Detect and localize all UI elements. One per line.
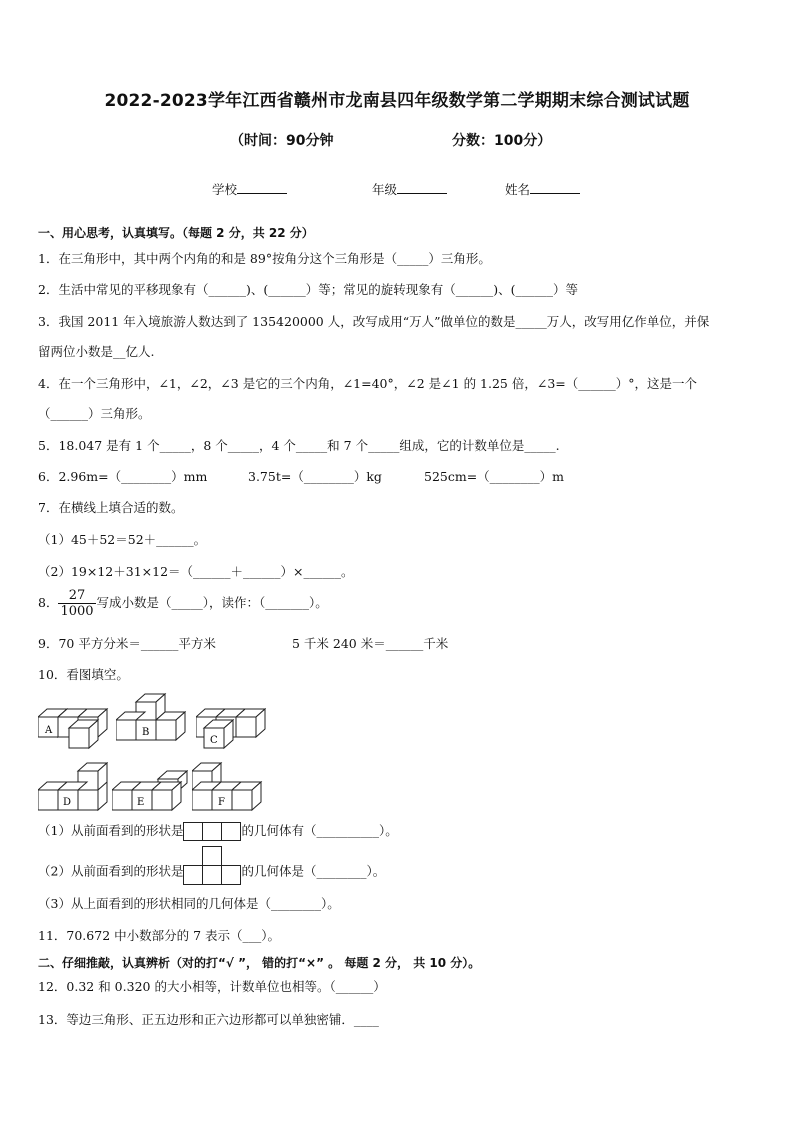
name-blank[interactable] [530,181,580,194]
question-3-line-2: 留两位小数是__亿人. [38,344,155,359]
question-9b: 5 千米 240 米＝______千米 [292,636,449,651]
question-5: 5．18.047 是有 1 个_____，8 个_____，4 个_____和 7 个_____组成，它的计数单位是_____. [38,438,560,453]
figure-label-c: C [210,735,218,746]
fraction-27-1000 [58,588,95,619]
question-10-2-text-b: 的几何体是（________）。 [241,863,386,879]
question-6b: 3.75t=（________）kg [248,469,382,484]
question-1: 1．在三角形中，其中两个内角的和是 89°按角分这个三角形是（_____）三角形。 [38,251,491,266]
question-10-1-text-b: 的几何体有（__________）。 [241,823,398,838]
figure-label-d: D [63,797,72,808]
question-7: 7．在横线上填合适的数。 [38,500,184,515]
figure-f-cubes [192,762,264,812]
school-field [212,180,287,198]
figure-c-cubes [196,708,266,750]
figure-b-cubes [116,692,186,742]
section-2-title: 二、仔细推敲，认真辨析（对的打“√ ”， 错的打“×” 。 每题 2 分， 共 10 分）。 [38,956,481,970]
question-9a: 9．70 平方分米＝______平方米 [38,636,216,651]
school-label: 学校 [212,182,238,197]
figure-label-e: E [137,797,145,808]
three-squares-row-icon [183,822,241,841]
grade-label: 年级 [372,182,398,197]
question-8 [38,588,328,619]
question-10-2-text-a: （2）从前面看到的形状是 [38,863,184,879]
question-10: 10．看图填空。 [38,667,129,682]
question-11: 11．70.672 中小数部分的 7 表示（___）。 [38,928,281,943]
question-3-line-1: 3．我国 2011 年入境旅游人数达到了 135420000 人，改写成用“万人”做单位的数是_____万人，改写用亿作单位，并保 [38,314,710,329]
exam-time: （时间：90分钟 [230,133,334,149]
question-8-prefix: 8． [38,595,59,610]
figure-d-cubes [38,762,108,812]
school-blank[interactable] [237,181,287,194]
question-7-1: （1）45＋52＝52＋______。 [38,532,207,547]
question-13: 13．等边三角形、正五边形和正六边形都可以单独密铺．____ [38,1012,379,1027]
question-10-3: （3）从上面看到的形状相同的几何体是（________）。 [38,896,340,911]
grade-field [372,180,447,198]
question-4-line-2: （______）三角形。 [38,406,151,421]
exam-title: 2022-2023学年江西省赣州市龙南县四年级数学第二学期期末综合测试试题 [104,91,690,111]
figure-label-b: B [142,727,150,738]
question-2: 2．生活中常见的平移现象有（______)、(______）等；常见的旋转现象有（______)、(______）等 [38,282,578,297]
section-1-title: 一、用心思考，认真填写。（每题 2 分，共 22 分） [38,226,314,240]
question-6a: 6．2.96m=（________）mm [38,469,208,484]
t-shape-squares-icon [183,846,241,886]
fraction-denominator: 1000 [60,604,94,619]
name-label: 姓名 [505,182,531,197]
question-4-line-1: 4．在一个三角形中，∠1，∠2，∠3 是它的三个内角，∠1=40°，∠2 是∠1 的 1.25 倍，∠3=（______）°，这是一个 [38,376,697,391]
figure-label-f: F [218,797,225,808]
question-10-2 [38,858,385,886]
figure-e-cubes [112,770,188,812]
fraction-numerator: 27 [58,588,95,604]
question-12: 12．0.32 和 0.320 的大小相等，计数单位也相等。（______） [38,979,386,994]
figure-label-a: A [45,725,53,736]
exam-score: 分数：100分） [452,133,552,149]
question-10-1-text-a: （1）从前面看到的形状是 [38,823,184,838]
question-10-1 [38,822,398,841]
figure-a-cubes [38,708,110,750]
name-field [505,180,580,198]
question-8-text: 写成小数是（_____），读作：（_______）。 [96,595,328,610]
grade-blank[interactable] [397,181,447,194]
question-6c: 525cm=（________）m [424,469,565,484]
question-7-2: （2）19×12＋31×12＝（______＋______）×______。 [38,564,354,579]
